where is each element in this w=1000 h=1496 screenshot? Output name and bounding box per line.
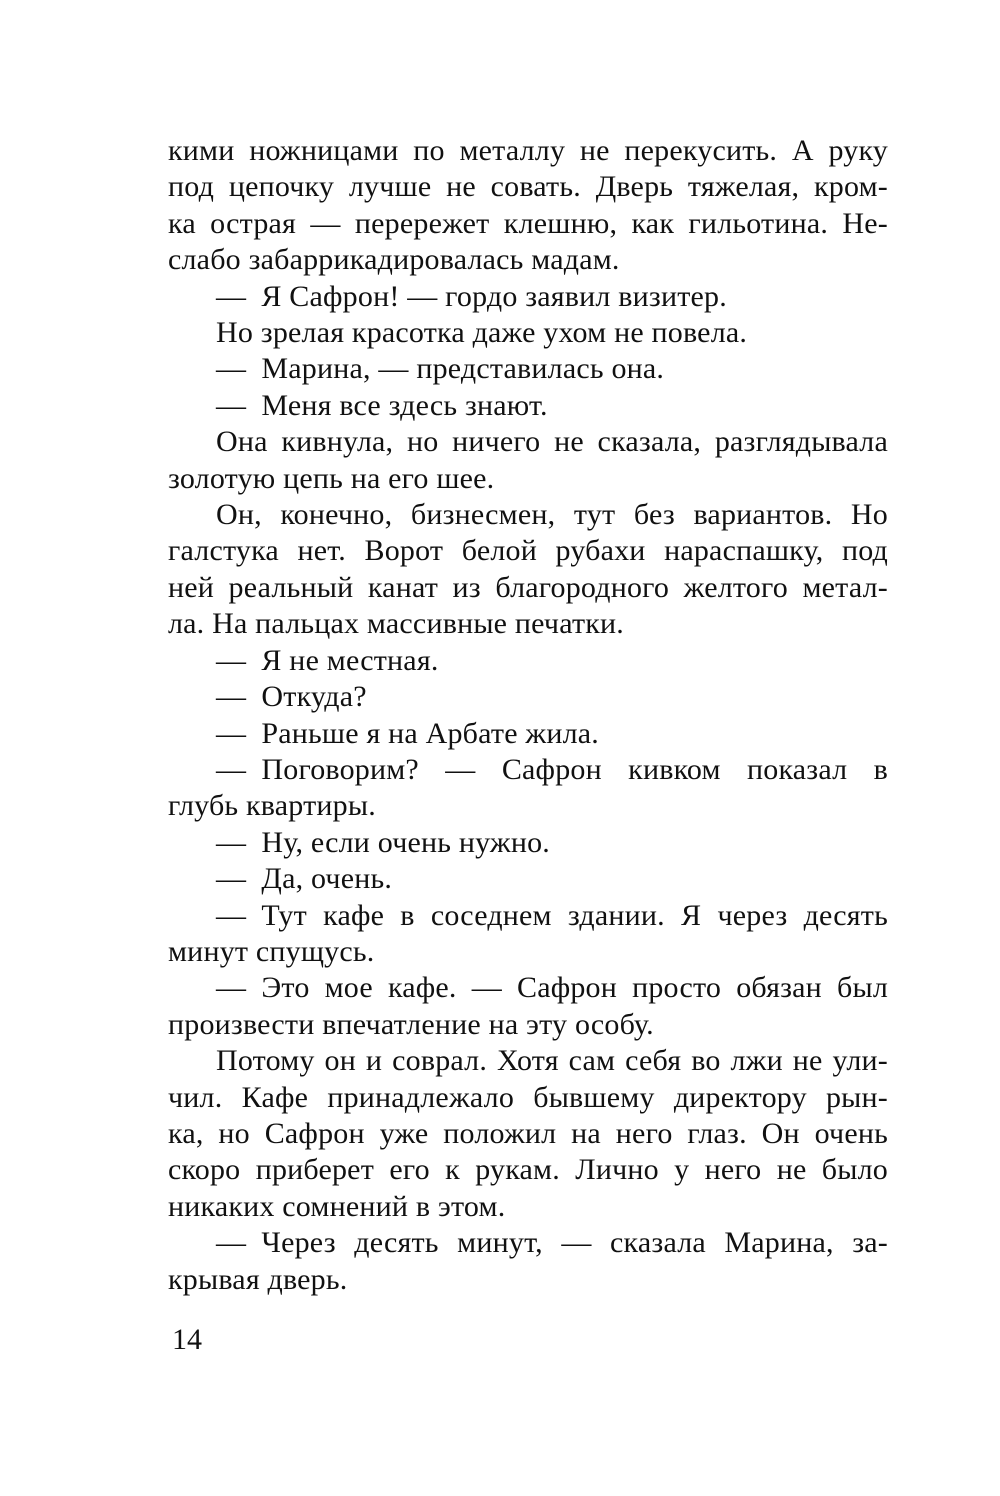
text-line: никаких сомнений в этом.	[168, 1189, 506, 1223]
text-line: галстука нет. Ворот белой рубахи нараспашку, под	[168, 534, 888, 568]
text-line: Он, конечно, бизнесмен, тут без вариантов. Но	[216, 498, 888, 532]
text-line: — Я не местная.	[216, 643, 439, 677]
text-line: ней реальный канат из благородного желтого метал-	[168, 570, 888, 604]
text-line: — Через десять минут, — сказала Марина, за-	[216, 1226, 888, 1260]
text-line: — Тут кафе в соседнем здании. Я через десять	[216, 898, 888, 932]
text-line: крывая дверь.	[168, 1262, 348, 1296]
text-line: — Я Сафрон! — гордо заявил визитер.	[216, 279, 727, 313]
text-line: произвести впечатление на эту особу.	[168, 1007, 654, 1041]
text-line: золотую цепь на его шее.	[168, 461, 495, 495]
text-line: ла. На пальцах массивные печатки.	[168, 607, 624, 641]
text-line: — Откуда?	[216, 680, 367, 714]
text-line: глубь квартиры.	[168, 789, 376, 823]
text-line: — Меня все здесь знают.	[216, 388, 548, 422]
text-line: — Марина, — представилась она.	[216, 352, 665, 386]
text-line: Она кивнула, но ничего не сказала, разглядывала	[216, 425, 888, 459]
text-line: — Ну, если очень нужно.	[216, 825, 550, 859]
text-line: слабо забаррикадировалась мадам.	[168, 243, 620, 277]
text-line: — Поговорим? — Сафрон кивком показал в	[216, 752, 888, 786]
page-text	[168, 133, 888, 1298]
text-line: — Раньше я на Арбате жила.	[216, 716, 599, 750]
text-line: Но зрелая красотка даже ухом не повела.	[216, 316, 748, 350]
text-line: — Да, очень.	[216, 862, 393, 896]
text-line: кими ножницами по металлу не перекусить. А руку	[168, 134, 888, 167]
text-line: минут спущусь.	[168, 934, 375, 968]
text-line: — Это мое кафе. — Сафрон просто обязан был	[216, 971, 888, 1005]
text-line: чил. Кафе принадлежало бывшему директору рын-	[168, 1080, 888, 1114]
text-line: скоро приберет его к рукам. Лично у него не было	[168, 1153, 888, 1187]
page-number: 14	[172, 1323, 202, 1356]
text-line: ка, но Сафрон уже положил на него глаз. Он очень	[168, 1116, 888, 1150]
text-line: под цепочку лучше не совать. Дверь тяжелая, кром-	[168, 170, 888, 204]
text-line: Потому он и соврал. Хотя сам себя во лжи не ули-	[216, 1044, 888, 1078]
text-line: ка острая — перережет клешню, как гильотина. Не-	[168, 206, 888, 240]
